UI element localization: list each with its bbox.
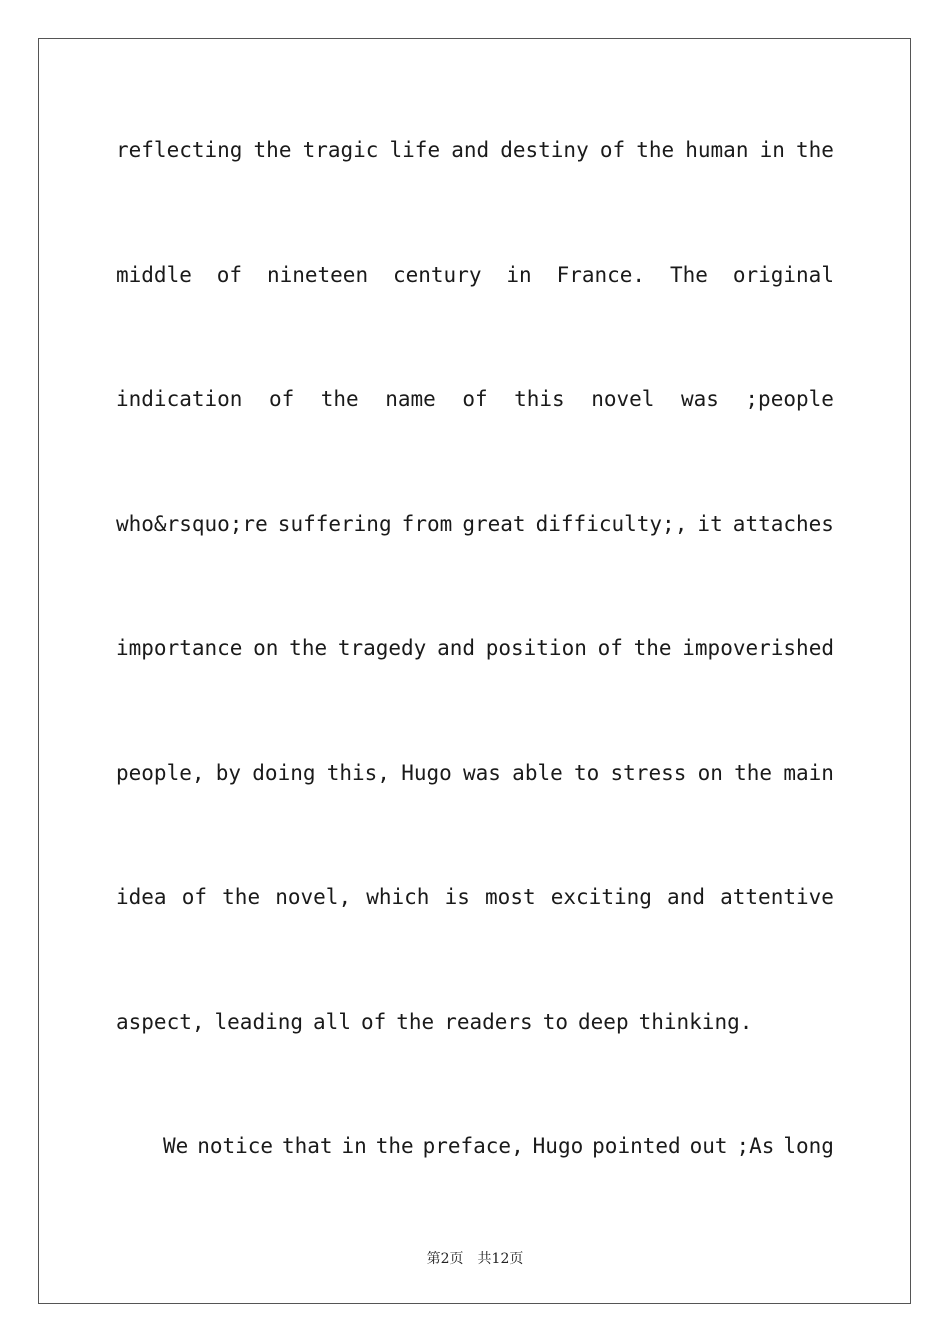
word: the xyxy=(734,761,773,785)
body-line-7 xyxy=(116,884,834,910)
word: of xyxy=(181,885,208,909)
word: position xyxy=(485,636,587,660)
word: nineteen xyxy=(266,263,369,287)
word: indication xyxy=(116,387,243,411)
word: deep xyxy=(578,1010,629,1034)
word: of xyxy=(216,263,243,287)
word: difficulty;, xyxy=(535,512,688,536)
word: and xyxy=(437,636,475,660)
word: of xyxy=(462,387,488,411)
word: able xyxy=(512,761,563,785)
word: name xyxy=(385,387,436,411)
word: the xyxy=(253,138,292,162)
word: aspect, xyxy=(116,1010,205,1034)
word: of xyxy=(360,1010,387,1034)
word: exciting xyxy=(550,885,652,909)
word: and xyxy=(451,138,490,162)
word: the xyxy=(375,1134,414,1158)
word: in xyxy=(506,263,532,287)
word: long xyxy=(783,1134,834,1158)
word: on xyxy=(253,636,279,660)
word: out xyxy=(689,1134,728,1158)
body-line-1 xyxy=(116,137,834,163)
word: novel xyxy=(591,387,655,411)
body-line-2 xyxy=(116,262,834,288)
word: of xyxy=(597,636,623,660)
word: the xyxy=(396,1010,435,1034)
word: attentive xyxy=(720,885,834,909)
word: readers xyxy=(444,1010,533,1034)
word: of xyxy=(599,138,626,162)
word: the xyxy=(636,138,675,162)
word: destiny xyxy=(500,138,589,162)
word: who&rsquo;re xyxy=(116,512,268,536)
word: from xyxy=(401,512,453,536)
word: pointed xyxy=(592,1134,681,1158)
body-line-9 xyxy=(163,1133,834,1159)
word: ;As xyxy=(736,1134,775,1158)
word: preface, xyxy=(422,1134,524,1158)
word: this, xyxy=(326,761,390,785)
word: to xyxy=(542,1010,569,1034)
word: notice xyxy=(197,1134,274,1158)
word: by xyxy=(215,761,242,785)
word: the xyxy=(222,885,261,909)
word: all xyxy=(313,1010,351,1034)
word: people, xyxy=(116,761,205,785)
word: leading xyxy=(214,1010,304,1034)
word: the xyxy=(795,138,834,162)
word: tragic xyxy=(302,138,379,162)
word: the xyxy=(320,387,359,411)
word: century xyxy=(392,263,482,287)
word: impoverished xyxy=(682,636,834,660)
word: is xyxy=(444,885,470,909)
word: most xyxy=(485,885,536,909)
word: and xyxy=(667,885,705,909)
word: suffering xyxy=(277,512,392,536)
body-line-8 xyxy=(116,1009,834,1035)
word: on xyxy=(697,761,723,785)
word: We xyxy=(163,1134,189,1158)
word: human xyxy=(685,138,749,162)
page-number-footer: 第2页 共12页 xyxy=(426,1251,524,1267)
word: in xyxy=(341,1134,367,1158)
word: original xyxy=(732,263,834,287)
word: in xyxy=(759,138,785,162)
body-line-4 xyxy=(116,511,834,537)
word: Hugo xyxy=(401,761,452,785)
page-border xyxy=(38,38,911,1304)
word: The xyxy=(669,263,708,287)
word: importance xyxy=(116,636,243,660)
word: which xyxy=(366,885,430,909)
word: of xyxy=(268,387,295,411)
word: doing xyxy=(252,761,316,785)
word: the xyxy=(289,636,328,660)
word: ;people xyxy=(745,387,834,411)
word: attaches xyxy=(732,512,834,536)
word: it xyxy=(697,512,723,536)
body-line-3 xyxy=(116,386,834,412)
word: great xyxy=(462,512,526,536)
word: idea xyxy=(116,885,167,909)
body-line-5 xyxy=(116,635,834,661)
word: main xyxy=(783,761,834,785)
word: novel, xyxy=(275,885,352,909)
word: middle xyxy=(116,263,192,287)
word: the xyxy=(633,636,672,660)
word: that xyxy=(282,1134,333,1158)
word: this xyxy=(514,387,565,411)
word: stress xyxy=(610,761,687,785)
word: to xyxy=(573,761,600,785)
word: reflecting xyxy=(116,138,243,162)
body-line-6 xyxy=(116,760,834,786)
word: France. xyxy=(556,263,646,287)
word: life xyxy=(389,138,441,162)
word: was xyxy=(680,387,719,411)
word: was xyxy=(463,761,501,785)
word: Hugo xyxy=(532,1134,584,1158)
word: tragedy xyxy=(337,636,427,660)
word: thinking. xyxy=(638,1010,753,1034)
